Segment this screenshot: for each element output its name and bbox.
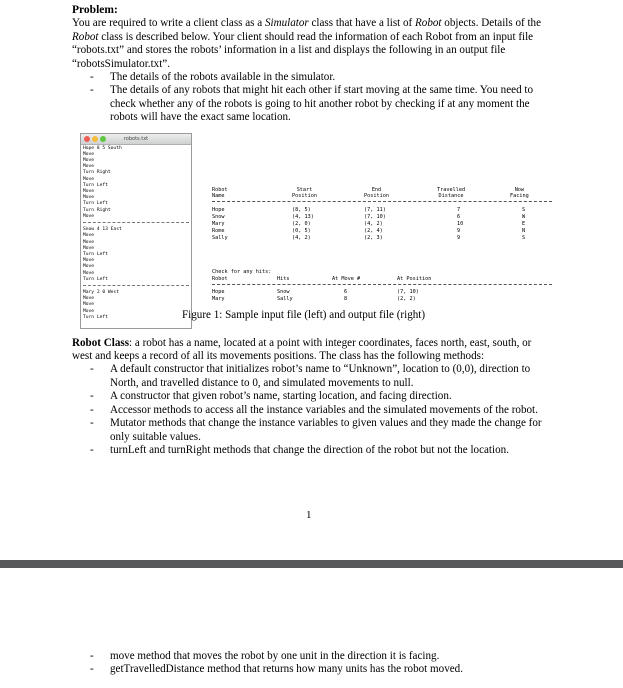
table-cell: 7 (457, 206, 461, 213)
column-header: At Move # (332, 275, 361, 282)
input-line: Mary 2 0 West (83, 289, 119, 295)
table-cell: (2, 2) (397, 295, 416, 302)
list-item: - A constructor that given robot’s name, starting location, and facing direction. (72, 390, 552, 403)
problem-section (72, 4, 552, 457)
list-item: - A default constructor that initializes robot’s name to “Unknown”, location to (0,0), direction to North, and travelled distance to 0, and simulated movements to null. (72, 363, 552, 390)
column-header: Robot Name (212, 186, 228, 199)
input-line: Turn Left (83, 276, 108, 282)
input-line: Move (83, 176, 95, 182)
column-header: Robot (212, 275, 228, 282)
table-cell: Mary (212, 220, 225, 227)
document-page-2 (0, 568, 623, 688)
table-cell: (7, 10) (397, 288, 419, 295)
input-line: Move (83, 270, 95, 276)
figure-1 (72, 133, 552, 329)
list-item: - turnLeft and turnRight methods that change the direction of the robot but not the location. (72, 444, 552, 457)
page-number: 1 (306, 509, 312, 521)
table-cell: S (522, 234, 526, 241)
table-cell: E (522, 220, 526, 227)
table-cell: 6 (457, 213, 461, 220)
table-cell: Hope (212, 288, 225, 295)
input-line: Turn Right (83, 207, 111, 213)
table-cell: S (522, 206, 526, 213)
input-file-lines (81, 145, 191, 322)
requirements-list (72, 71, 552, 125)
table-cell: 8 (344, 295, 348, 302)
list-item: - Mutator methods that change the instance variables to given values and they made the change for only suitable values. (72, 417, 552, 444)
list-item: - The details of any robots that might hit each other if start moving at the same time. You need to check whether any of the robots is going to hit another robot by checking if at any moment the robots will have the exact same location. (72, 84, 552, 124)
table-cell: 9 (457, 234, 461, 241)
robot-class-section (72, 337, 552, 458)
methods-list (72, 363, 552, 457)
list-item: - getTravelledDistance method that returns how many units has the robot moved. (72, 663, 552, 676)
divider (212, 201, 552, 202)
input-line: Move (83, 302, 95, 308)
list-item: - The details of the robots available in the simulator. (72, 71, 552, 84)
input-line: Move (83, 195, 95, 201)
problem-intro: You are required to write a client class as a Simulator class that have a list of Robot objects. Details of the Robot class is described below. Your client should read the information of each Robot from an input file “robots.txt” and stores the robots’ information in a list and displays the following in an output file “robotsSimulator.txt”. (72, 17, 542, 70)
table-cell: Snow (212, 213, 225, 220)
input-line: Snow 4 13 East (83, 227, 122, 233)
table-cell: (2, 3) (364, 234, 383, 241)
table-cell: W (522, 213, 526, 220)
input-line: Move (83, 158, 95, 164)
input-line: Move (83, 233, 95, 239)
input-line: Move (83, 164, 95, 170)
table-cell: (2, 4) (364, 227, 383, 234)
column-header: Hits (277, 275, 290, 282)
column-header: End Position (364, 186, 389, 199)
table-cell: (4, 2) (364, 220, 383, 227)
input-line: Move (83, 308, 95, 314)
table-cell: 6 (344, 288, 348, 295)
input-line: Turn Right (83, 170, 111, 176)
column-header: At Position (397, 275, 432, 282)
table-cell: 10 (457, 220, 464, 227)
figure-caption: Figure 1: Sample input file (left) and output file (right) (182, 308, 426, 321)
input-file-window (80, 133, 192, 329)
table-cell: (2, 0) (292, 220, 311, 227)
table-cell: Hope (212, 206, 225, 213)
hits-label: Check for any hits: (212, 268, 272, 275)
methods-list-continued (72, 650, 552, 677)
input-line: Turn Left (83, 201, 108, 207)
table-cell: (4, 13) (292, 213, 314, 220)
table-cell: (4, 2) (292, 234, 311, 241)
problem-heading: Problem: (72, 4, 118, 16)
table-cell: Snow (277, 288, 290, 295)
input-line: Turn Left (83, 182, 108, 188)
page-gap (0, 560, 623, 568)
input-line: Turn Left (83, 314, 108, 320)
divider (212, 284, 552, 285)
table-cell: (7, 11) (364, 206, 386, 213)
column-header: Travelled Distance (437, 186, 466, 199)
table-cell: Mary (212, 295, 225, 302)
table-cell: (8, 5) (292, 206, 311, 213)
column-header: Now Facing (510, 186, 529, 199)
column-header: Start Position (292, 186, 317, 199)
list-item: - Accessor methods to access all the instance variables and the simulated movements of the robot. (72, 404, 552, 417)
input-line: Move (83, 245, 95, 251)
input-line: Move (83, 189, 95, 195)
table-cell: N (522, 227, 526, 234)
input-line: Turn Left (83, 251, 108, 257)
input-line: Move (83, 258, 95, 264)
table-cell: Rome (212, 227, 225, 234)
table-cell: (7, 10) (364, 213, 386, 220)
input-line: Move (83, 264, 95, 270)
input-line: Hope 8 5 South (83, 145, 122, 151)
window-title: robots.txt (123, 135, 149, 142)
input-line: Move (83, 239, 95, 245)
input-line: Move (83, 151, 95, 157)
table-cell: 9 (457, 227, 461, 234)
robot-class-intro: Robot Class: a robot has a name, located at a point with integer coordinates, faces north, east, south, or west and keeps a record of all its movements positions. The class has the following methods: (72, 336, 532, 363)
table-cell: Sally (212, 234, 228, 241)
input-line: Move (83, 296, 95, 302)
window-titlebar (81, 134, 191, 145)
input-line: Move (83, 213, 95, 219)
table-cell: (0, 5) (292, 227, 311, 234)
output-file (212, 187, 552, 307)
table-cell: Sally (277, 295, 293, 302)
list-item: - move method that moves the robot by one unit in the direction it is facing. (72, 650, 552, 663)
